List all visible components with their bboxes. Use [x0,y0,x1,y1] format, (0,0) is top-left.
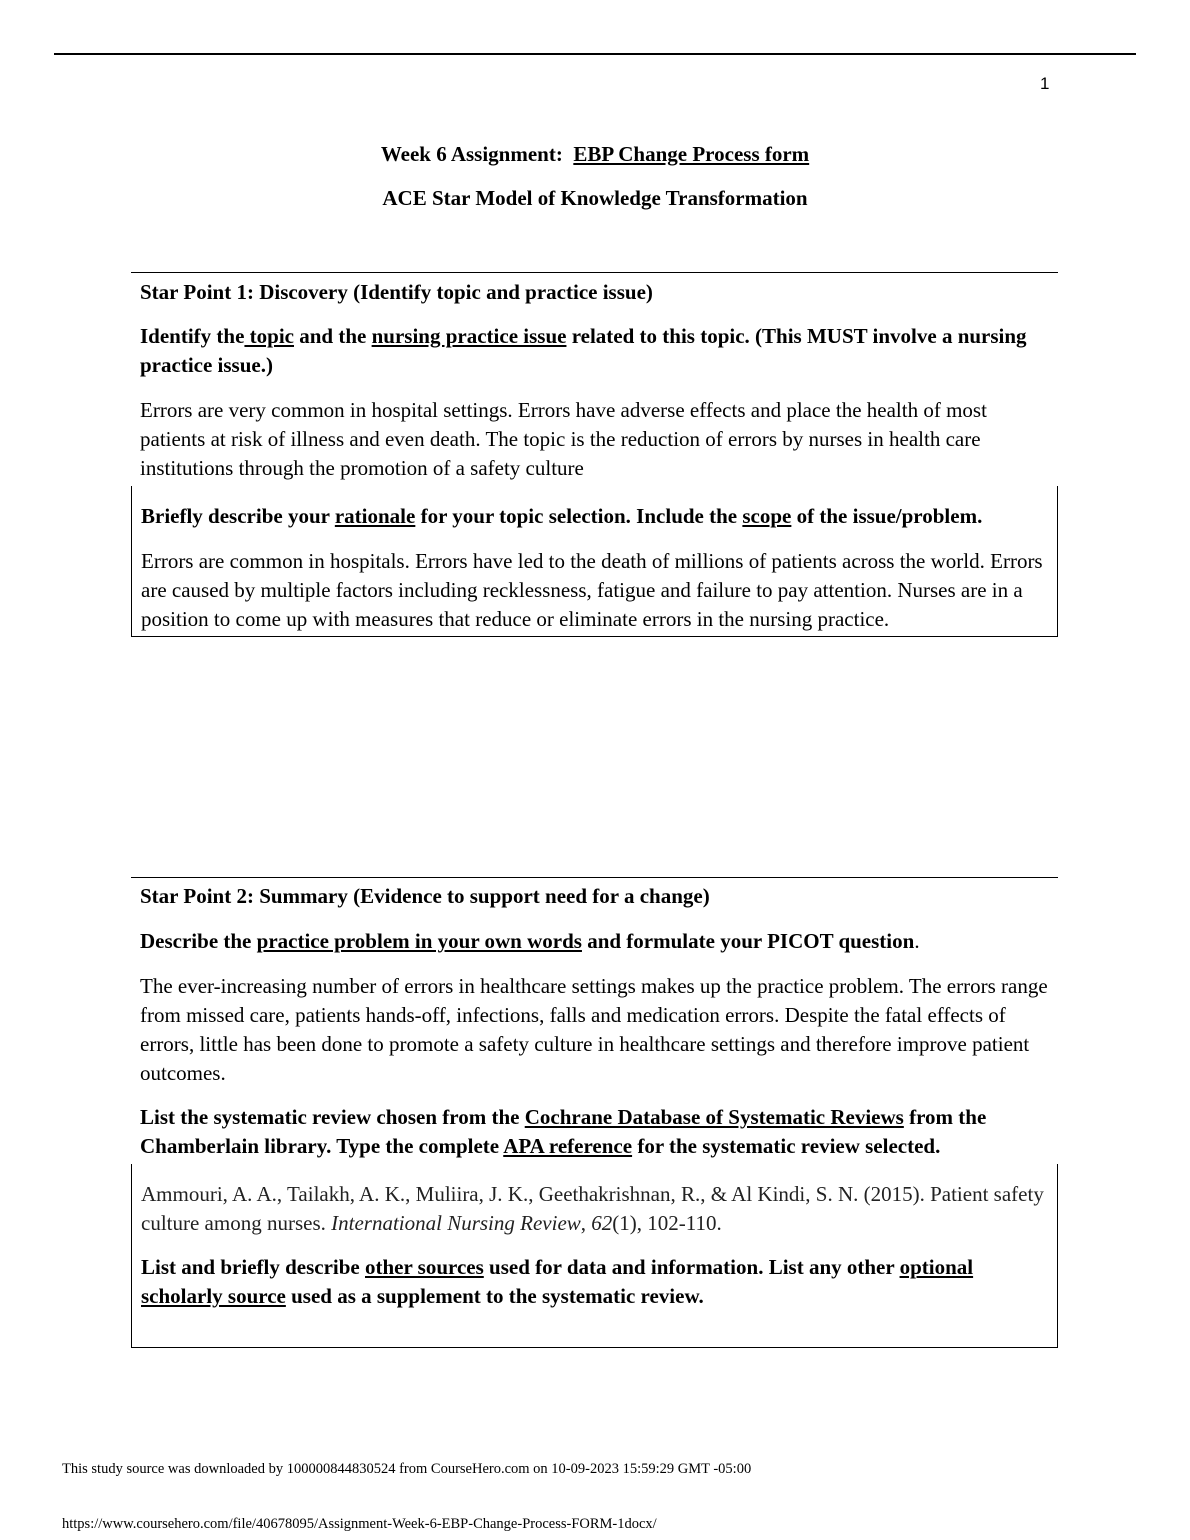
q-text: Describe the [140,929,257,953]
q-text: used as a supplement to the systematic review. [285,1284,704,1308]
star-point-1-question-2 [132,486,1057,531]
star-point-2-question-2 [131,1103,1058,1161]
header-rule [54,53,1136,55]
star-point-2-heading: Star Point 2: Summary (Evidence to support need for a change) [140,884,710,908]
star-point-1-section [131,272,1058,637]
document-subtitle: ACE Star Model of Knowledge Transformation [382,186,808,210]
ref-sep: , [580,1211,592,1235]
ref-authors: Ammouri, A. A., Tailakh, A. K., Muliira, J. K., Geethakrishnan, R., & Al Kindi, S. N. (2015). Patient safety culture among nurses. [141,1182,1044,1235]
reference-box [131,1164,1058,1348]
document-title [0,142,1190,167]
star-point-2-question-1 [131,927,1058,956]
download-notice: This study source was downloaded by 100000844830524 from CourseHero.com on 10-09-2023 15:59:29 GMT -05:00 [62,1461,752,1477]
q-text: List and briefly describe [141,1255,365,1279]
star-point-2-question-3 [132,1253,1057,1311]
q-underline: rationale [334,504,416,528]
source-url[interactable]: https://www.coursehero.com/file/40678095/Assignment-Week-6-EBP-Change-Process-FORM-1docx/ [62,1516,657,1532]
rationale-box [131,486,1058,637]
q-underline: Cochrane Database of Systematic Reviews [524,1105,904,1129]
q-text: . [914,929,920,953]
title-prefix: Week 6 Assignment: [380,142,563,166]
q-text: used for data and information. List any other [483,1255,900,1279]
q-underline: nursing practice issue [371,324,567,348]
ref-journal: International Nursing Review [331,1211,581,1235]
q-text: from the Chamberlain library. Type the complete [140,1105,987,1158]
q-underline: scope [742,504,792,528]
title-underlined: EBP Change Process form [573,142,810,166]
q-underline: practice problem in your own words [256,929,582,953]
star-point-1-heading: Star Point 1: Discovery (Identify topic and practice issue) [140,280,653,304]
q-text: Briefly describe your [141,504,335,528]
q-text: related to this topic. (This MUST involve a nursing practice issue.) [140,324,1027,377]
ref-pages: (1), 102-110. [612,1211,722,1235]
star-point-2-section [131,877,1058,1348]
q-text: and the [294,324,372,348]
ref-volume: 62 [591,1211,613,1235]
star-point-1-answer-2: Errors are common in hospitals. Errors have led to the death of millions of patients across the world. Errors are caused by multiple factors including recklessness, fatigue and failure to pay attention. Nurses are in a position to come up with measures that reduce or eliminate errors in the nursing practice. [141,549,1043,631]
q-text: and formulate your PICOT question [581,929,915,953]
q-underline: other sources [365,1255,484,1279]
q-text: of the issue/problem. [791,504,983,528]
q-text: List the systematic review chosen from the [140,1105,525,1129]
star-point-2-answer-1: The ever-increasing number of errors in healthcare settings makes up the practice problem. The errors range from missed care, patients hands-off, infections, falls and medication errors. Despite the fatal effects of errors, little has been done to promote a safety culture in healthcare settings and therefore improve patient outcomes. [140,974,1048,1085]
page-number: 1 [1040,74,1050,93]
q-underline: APA reference [503,1134,633,1158]
q-text: for the systematic review selected. [632,1134,941,1158]
star-point-1-question-1 [131,322,1058,380]
star-point-1-answer-1: Errors are very common in hospital settings. Errors have adverse effects and place the health of most patients at risk of illness and even death. The topic is the reduction of errors by nurses in health care institutions through the promotion of a safety culture [140,398,987,480]
q-text: for your topic selection. Include the [415,504,743,528]
q-underline: optional scholarly source [141,1255,974,1308]
apa-reference [132,1164,1057,1238]
q-text: Identify the [140,324,245,348]
q-underline: topic [244,324,294,348]
